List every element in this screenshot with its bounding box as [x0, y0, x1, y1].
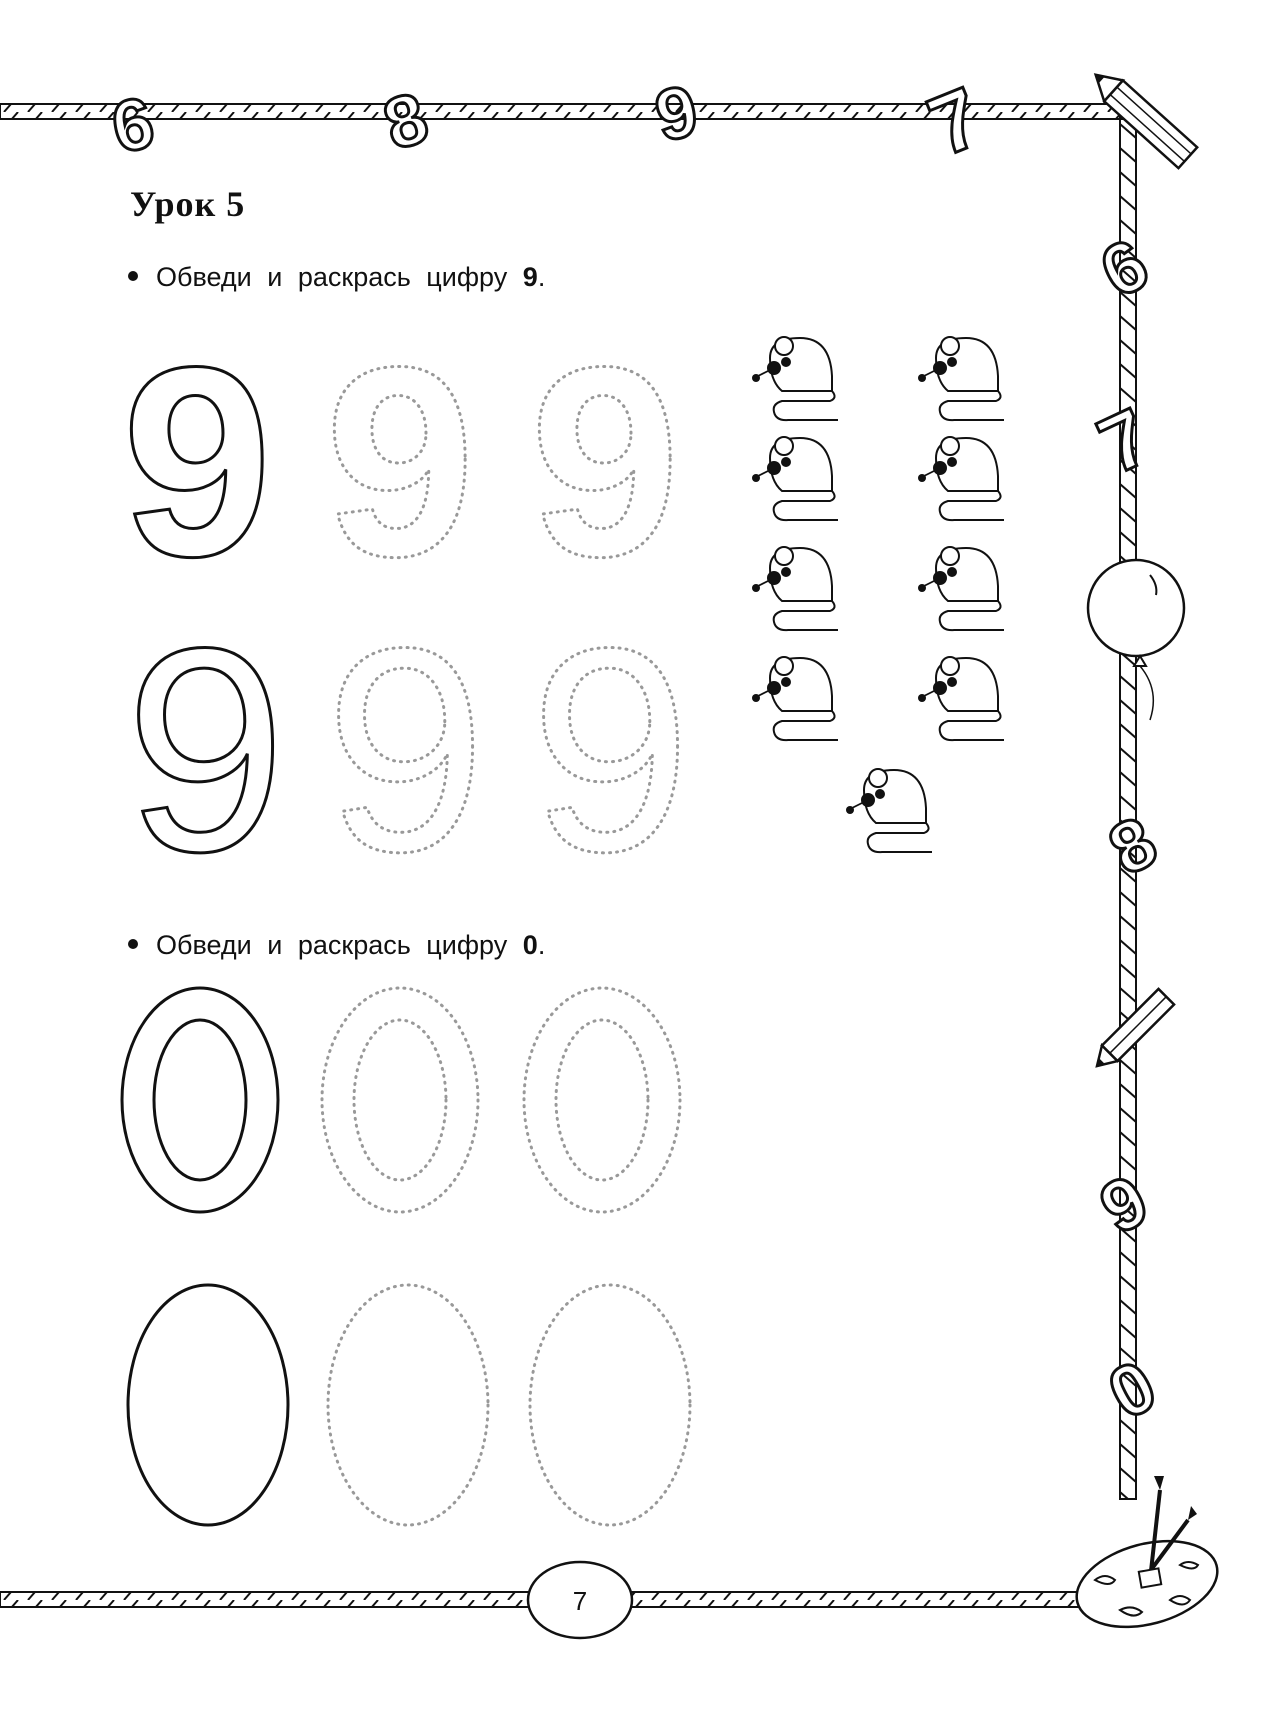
task-text: Обведи и раскрась цифру	[156, 262, 523, 292]
tracing-digit-dotted: 9	[325, 312, 476, 613]
task-end: .	[537, 262, 546, 292]
page-number: 7	[572, 1586, 588, 1616]
task-text: Обведи и раскрась цифру	[156, 930, 523, 960]
tracing-digit-solid: 9	[125, 588, 287, 912]
tracing-digit-dotted: 9	[530, 588, 692, 912]
border-digit: 8	[374, 77, 438, 166]
border-digit: 9	[648, 70, 705, 158]
lesson-title: Урок 5	[130, 184, 246, 224]
border-digit: 9	[1087, 1160, 1161, 1250]
border-digit: 0	[1096, 1345, 1170, 1436]
tracing-digit-solid: 9	[122, 312, 273, 613]
border-digit: 6	[1088, 224, 1162, 314]
task-digit: 0	[522, 930, 538, 960]
tracing-digit-dotted: 9	[530, 312, 681, 613]
border-digit: 7	[916, 68, 995, 174]
task-end: .	[537, 930, 546, 960]
border-digit: 6	[105, 82, 161, 169]
task-digit: 9	[522, 262, 538, 292]
tracing-digit-dotted: 9	[325, 588, 487, 912]
border-digit: 7	[1085, 391, 1164, 491]
border-digit: 8	[1096, 801, 1170, 891]
